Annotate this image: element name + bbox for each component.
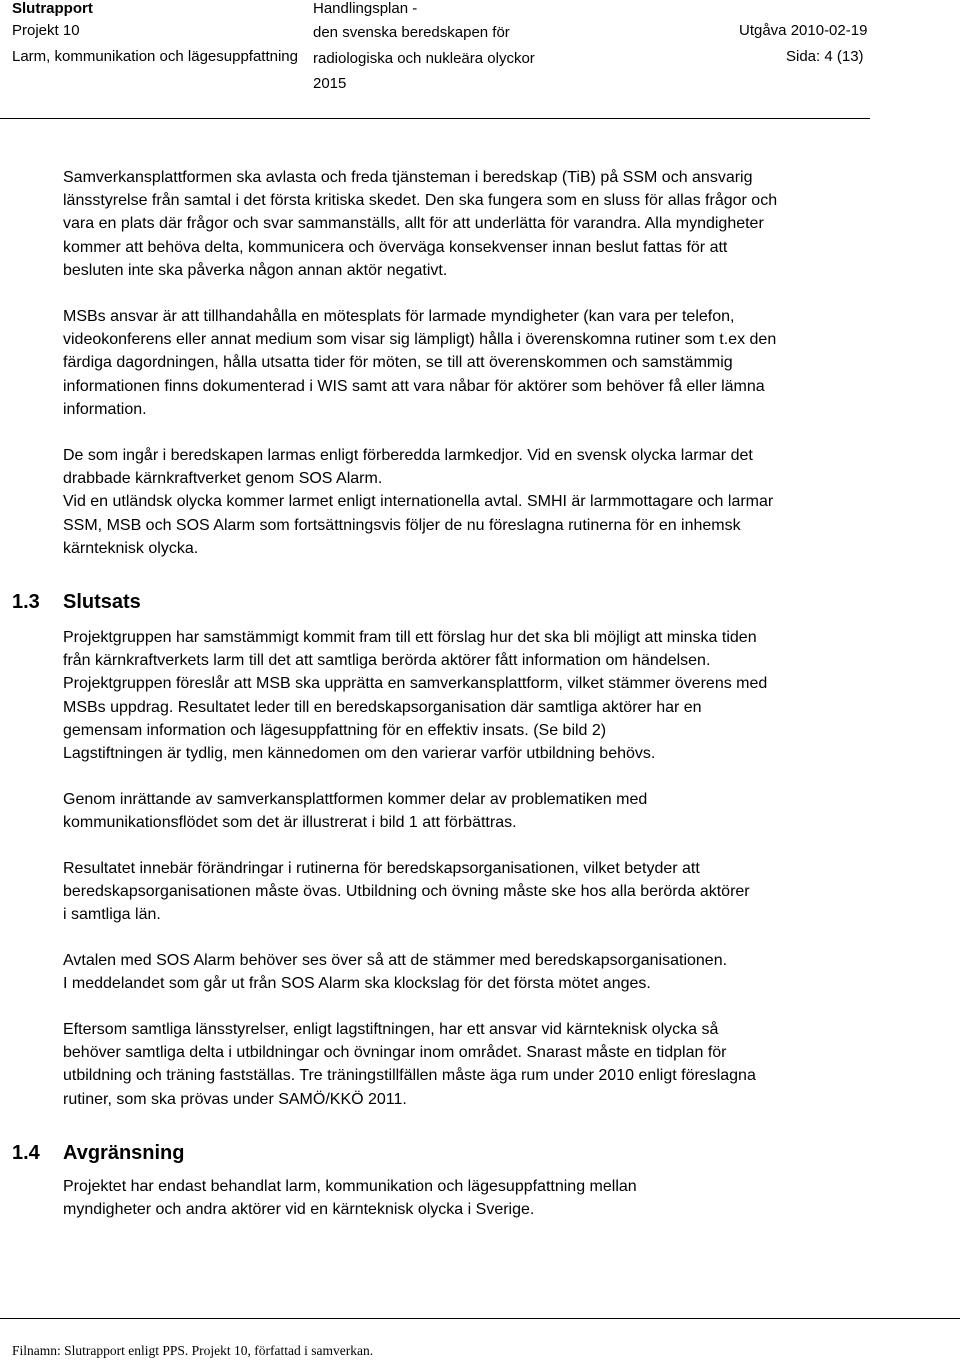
text-line: från kärnkraftverkets larm till det att samtliga berörda aktörer fått information om händelsen. [63,652,711,670]
footer-divider [0,1318,960,1319]
section-number-1-3: 1.3 [12,591,40,613]
text-line: Vid en utländsk olycka kommer larmet enligt internationella avtal. SMHI är larmmottagare och larmar [63,493,774,511]
text-line: Projektgruppen föreslår att MSB ska upprätta en samverkansplattform, vilket stämmer överens med [63,675,768,693]
text-line: myndigheter och andra aktörer vid en kärnteknisk olycka i Sverige. [63,1201,535,1219]
paragraph-avgransning [63,1175,863,1221]
text-line: kommer att behöva delta, kommunicera och överväga konsekvenser innan beslut fattas för att [63,238,728,256]
footer-filename: Filnamn: Slutrapport enligt PPS. Projekt 10, författad i samverkan. [12,1343,374,1358]
text-line: drabbade kärnkraftverket genom SOS Alarm. [63,470,383,488]
edition-date: Utgåva 2010-02-19 [739,22,868,39]
paragraph-samverkansplattform [63,166,863,282]
section-number-1-4: 1.4 [12,1142,40,1164]
text-line: kärnteknisk olycka. [63,539,199,557]
text-line: behöver samtliga delta i utbildningar och övningar inom området. Snarast måste en tidplan för [63,1044,727,1062]
text-line: informationen finns dokumenterad i WIS samt att vara nåbar för aktörer som behöver få eller lämna [63,377,765,395]
text-line: vara en plats där frågor och svar sammanställs, allt för att underlätta för varandra. Alla myndigheter [63,215,764,233]
text-line: besluten inte ska påverka någon annan aktör negativt. [63,261,448,279]
text-line: De som ingår i beredskapen larmas enligt förberedda larmkedjor. Vid en svensk olycka larmar det [63,447,753,464]
text-line: gemensam information och lägesuppfattning för en effektiv insats. (Se bild 2) [63,721,607,739]
text-line: information. [63,400,147,418]
paragraph-avtal-sos [63,949,863,995]
text-line: kommunikationsflödet som det är illustrerat i bild 1 att förbättras. [63,814,517,832]
text-line: färdiga dagordningen, hålla utsatta tider för möten, se till att överenskommen och samstämmig [63,354,733,372]
text-line: I meddelandet som går ut från SOS Alarm ska klockslag för det första mötet anges. [63,975,651,993]
text-line: MSBs ansvar är att tillhandahålla en mötesplats för larmade myndigheter (kan vara per telefon, [63,308,735,325]
paragraph-inrattande [63,788,863,834]
text-line: beredskapsorganisationen måste övas. Utbildning och övning måste ske hos alla berörda aktörer [63,883,750,901]
text-line: Eftersom samtliga länsstyrelser, enligt lagstiftningen, har ett ansvar vid kärnteknisk olycka så [63,1021,719,1038]
text-line: Projektgruppen har samstämmigt kommit fram till ett förslag hur det ska bli möjligt att minska tiden [63,629,757,646]
project-label: Projekt 10 [12,22,80,39]
text-line: SSM, MSB och SOS Alarm som fortsättningsvis följer de nu föreslagna rutinerna för en inhemsk [63,516,741,534]
paragraph-forandringar [63,857,863,927]
paragraph-larmkedjor [63,444,863,560]
text-line: Lagstiftningen är tydlig, men kännedomen om den varierar varför utbildning behövs. [63,745,656,763]
section-title-avgransning: Avgränsning [63,1142,185,1164]
text-line: videokonferens eller annat medium som visar sig lämpligt) hålla i överenskomna rutiner som t.ex den [63,331,777,349]
text-line: utbildning och träning fastställas. Tre träningstillfällen måste äga rum under 2010 enligt föreslagna [63,1067,756,1085]
text-line: MSBs uppdrag. Resultatet leder till en beredskapsorganisation där samtliga aktörer har en [63,698,702,716]
text-line: Projektet har endast behandlat larm, kommunikation och lägesuppfattning mellan [63,1178,637,1195]
text-line: rutiner, som ska prövas under SAMÖ/KKÖ 2011. [63,1090,407,1108]
paragraph-forslag [63,626,863,765]
paragraph-msb-ansvar [63,305,863,421]
page-number: Sida: 4 (13) [786,48,864,65]
text-line: Samverkansplattformen ska avlasta och freda tjänsteman i beredskap (TiB) på SSM och ansvarig [63,169,753,186]
plan-title-year: 2015 [313,75,347,92]
plan-title-line3: radiologiska och nukleära olyckor [313,50,535,67]
header-divider [0,118,870,119]
text-line: länsstyrelse från samtal i det första kritiska skedet. Den ska fungera som en sluss för allas frågor och [63,192,778,210]
section-title-slutsats: Slutsats [63,591,141,613]
text-line: Genom inrättande av samverkansplattformen kommer delar av problematiken med [63,791,648,808]
paragraph-lansstyrelser [63,1018,863,1111]
text-line: i samtliga län. [63,906,161,924]
plan-title-line1: Handlingsplan - [313,0,418,17]
plan-title-line2: den svenska beredskapen för [313,24,510,41]
text-line: Resultatet innebär förändringar i rutinerna för beredskapsorganisationen, vilket betyder att [63,860,700,877]
report-type-label: Slutrapport [12,0,93,17]
project-title: Larm, kommunikation och lägesuppfattning [12,48,298,65]
text-line: Avtalen med SOS Alarm behöver ses över så att de stämmer med beredskapsorganisationen. [63,952,728,969]
